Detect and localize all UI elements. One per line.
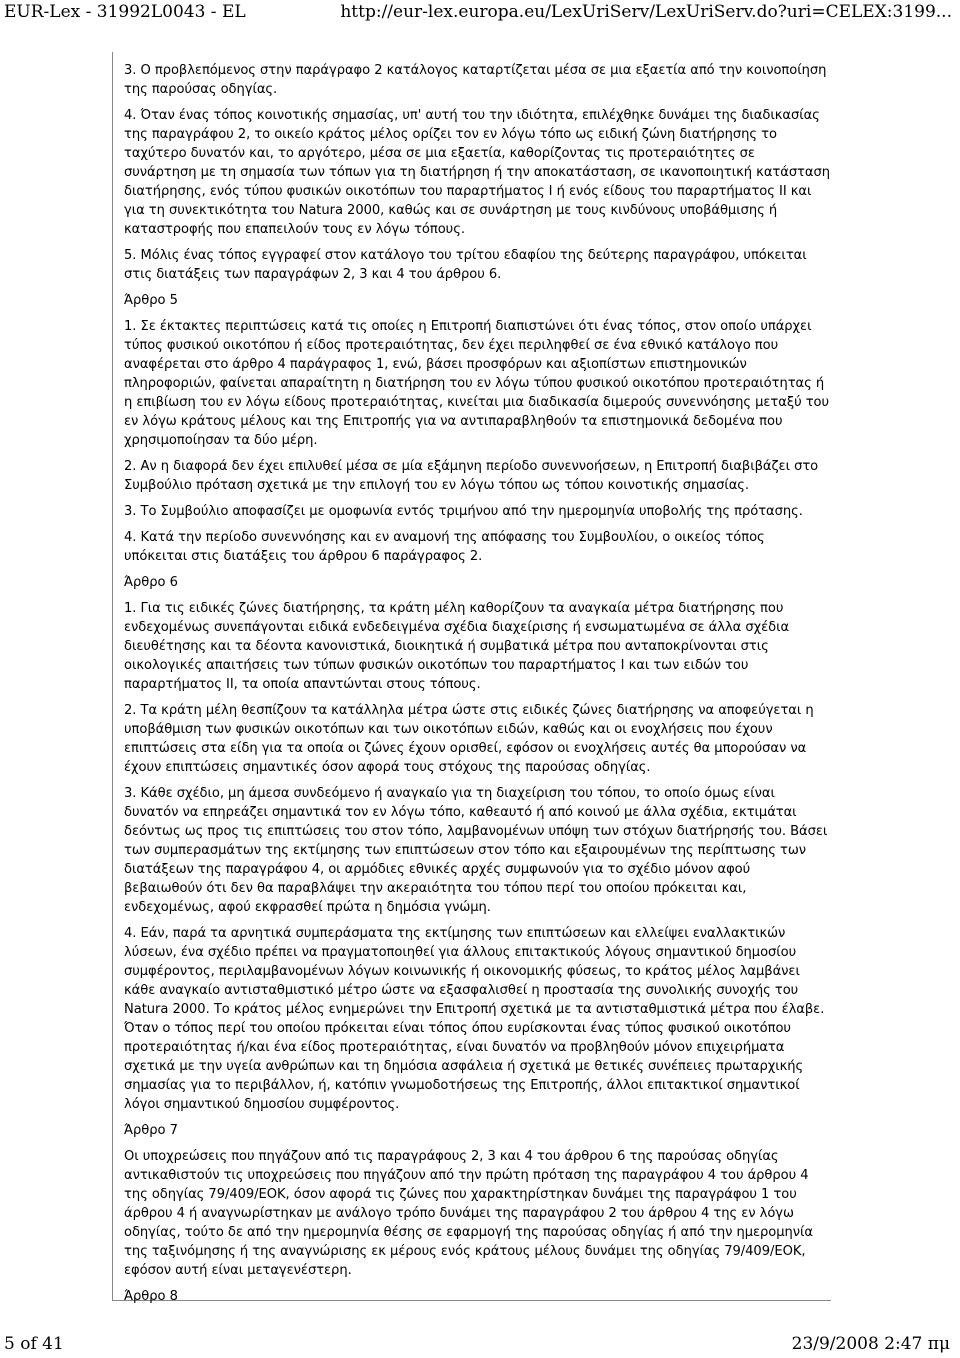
article-8-heading: Άρθρο 8 <box>124 1289 178 1304</box>
article-7-heading: Άρθρο 7 <box>124 1123 178 1138</box>
page-number: 5 of 41 <box>4 1334 64 1354</box>
paragraph-6-4-continued: Όταν ο τόπος περί του οποίου πρόκειται είναι τόπος όπου ευρίσκονται ένας τύπος φυσικού οικοτόπου προτεραιότητας ή/και ένα είδος προτεραιότητας, είναι δυνατόν να προβληθούν μόνον επιχειρήματα σχετικά με την υγεία ανθρώπων και τη δημόσια ασφάλεια ή σχετικά με θετικές συνέπειες πρωταρχικής σημασίας για το περιβάλλον, ή, κατόπιν γνωμοδοτήσεως της Επιτροπής, άλλοι επιτακτικοί σημαντικοί λόγοι σημαντικού δημοσίου συμφέροντος. <box>124 1021 804 1112</box>
paragraph-6-4: 4. Εάν, παρά τα αρνητικά συμπεράσματα της εκτίμησης των επιπτώσεων και ελλείψει εναλλακτικών λύσεων, ένα σχέδιο πρέπει να πραγματοποιηθεί για άλλους επιτακτικούς λόγους σημαντικού δημοσίου συμφέροντος, περιλαμβανομένων λόγων κοινωνικής ή οικονομικής φύσεως, το κράτος μέλος λαμβάνει κάθε αναγκαίο αντισταθμιστικό μέτρο ώστε να εξασφαλισθεί η προστασία της συνολικής συνοχής του Natura 2000. Το κράτος μέλος ενημερώνει την Επιτροπή σχετικά με τα αντισταθμιστικά μέτρα που έλαβε. <box>124 926 825 1017</box>
paragraph-6-1: 1. Για τις ειδικές ζώνες διατήρησης, τα κράτη μέλη καθορίζουν τα αναγκαία μέτρα διατήρησης που ενδεχομένως συνεπάγονται ειδικά ενδεδειγμένα σχέδια διαχείρισης ή ενσωματωμένα σε άλλα σχέδια διευθέτησης και τα δέοντα κανονιστικά, διοικητικά ή συμβατικά μέτρα που ανταποκρίνονται στις οικολογικές απαιτήσεις των τύπων φυσικών οικοτόπων του παραρτήματος I και των ειδών του παραρτήματος II, τα οποία απαντώνται στους τόπους. <box>124 601 790 692</box>
paragraph-6-2: 2. Τα κράτη μέλη θεσπίζουν τα κατάλληλα μέτρα ώστε στις ειδικές ζώνες διατήρησης να αποφεύγεται η υποβάθμιση των φυσικών οικοτόπων και των οικοτόπων ειδών, καθώς και οι ενοχλήσεις που έχουν επιπτώσεις στα είδη για τα οποία οι ζώνες έχουν ορισθεί, εφόσον οι ενοχλήσεις αυτές θα μπορούσαν να έχουν επιπτώσεις σημαντικές όσον αφορά τους στόχους της παρούσας οδηγίας. <box>124 703 814 775</box>
article-6-heading: Άρθρο 6 <box>124 575 178 590</box>
paragraph-6-3: 3. Κάθε σχέδιο, μη άμεσα συνδεόμενο ή αναγκαίο για τη διαχείριση του τόπου, το οποίο όμως είναι δυνατόν να επηρεάζει σημαντικά τον εν λόγω τόπο, καθεαυτό ή από κοινού με άλλα σχέδια, εκτιμάται δεόντως ως προς τις επιπτώσεις του στον τόπο, λαμβανομένων υπόψη των στόχων διατήρησής του. Βάσει των συμπερασμάτων της εκτίμησης των επιπτώσεων στον τόπο και εξαιρουμένων της περίπτωσης των διατάξεων της παραγράφου 4, οι αρμόδιες εθνικές αρχές συμφωνούν για το σχέδιο μόνον αφού βεβαιωθούν ότι δεν θα παραβλάψει την ακεραιότητα του τόπου περί του οποίου πρόκειται και, ενδεχομένως, αφού εκφρασθεί πρώτα η δημόσια γνώμη. <box>124 786 828 915</box>
page-url: http://eur-lex.europa.eu/LexUriServ/LexUriServ.do?uri=CELEX:3199... <box>340 2 952 22</box>
paragraph-7: Οι υποχρεώσεις που πηγάζουν από τις παραγράφους 2, 3 και 4 του άρθρου 6 της παρούσας οδηγίας αντικαθιστούν τις υποχρεώσεις που πηγάζουν από την πρώτη πρόταση της παραγράφου 4 του άρθρου 4 της οδηγίας 79/409/ΕΟΚ, όσον αφορά τις ζώνες που χαρακτηρίστηκαν δυνάμει της παραγράφου 1 του άρθρου 4 ή αναγνωρίστηκαν με ανάλογο τρόπο δυνάμει της παραγράφου 2 του άρθρου 4 της εν λόγω οδηγίας, τούτο δε από την ημερομηνία θέσης σε εφαρμογή της παρούσας οδηγίας ή από την ημερομηνία της ταξινόμησης ή της αναγνώρισης εκ μέρους ενός κράτους μέλους δυνάμει της οδηγίας 79/409/ΕΟΚ, εφόσον αυτή είναι μεταγενέστερη. <box>124 1149 813 1278</box>
paragraph-5-2: 2. Αν η διαφορά δεν έχει επιλυθεί μέσα σε μία εξάμηνη περίοδο συνεννοήσεων, η Επιτροπή διαβιβάζει στο Συμβούλιο πρόταση σχετικά με την επιλογή του εν λόγω τόπου ως τόπου κοινοτικής σημασίας. <box>124 459 819 493</box>
page-title: EUR-Lex - 31992L0043 - EL <box>4 2 246 22</box>
paragraph-5-1: 1. Σε έκτακτες περιπτώσεις κατά τις οποίες η Επιτροπή διαπιστώνει ότι ένας τόπος, στον οποίο υπάρχει τύπος φυσικού οικοτόπου ή είδος προτεραιότητας, δεν έχει περιληφθεί σε ένα εθνικό κατάλογο που αναφέρεται στο άρθρο 4 παράγραφος 1, ενώ, βάσει προσφόρων και αξιοπίστων επιστημονικών πληροφοριών, φαίνεται απαραίτητη η διατήρηση του εν λόγω τύπου φυσικού οικοτόπου προτεραιότητας ή η επιβίωση του εν λόγω είδους προτεραιότητας, κινείται μια διαδικασία διμερούς συνεννόησης μεταξύ του εν λόγω κράτους μέλους και της Επιτροπής για να αντιπαραβληθούν τα επιστημονικά δεδομένα που χρησιμοποίησαν τα δύο μέρη. <box>124 319 830 448</box>
print-footer <box>0 1334 960 1358</box>
article-5-heading: Άρθρο 5 <box>124 293 178 308</box>
paragraph-5-3: 3. Το Συμβούλιο αποφασίζει με ομοφωνία εντός τριμήνου από την ημερομηνία υποβολής της πρότασης. <box>124 504 803 519</box>
print-header <box>0 0 960 24</box>
paragraph-4-4: 4. Όταν ένας τόπος κοινοτικής σημασίας, υπ' αυτή του την ιδιότητα, επιλέχθηκε δυνάμει της διαδικασίας της παραγράφου 2, το οικείο κράτος μέλος ορίζει τον εν λόγω τόπο ως ειδική ζώνη διατήρησης το ταχύτερο δυνατόν και, το αργότερο, μέσα σε μια εξαετία, καθορίζοντας τις προτεραιότητες σε συνάρτηση με τη σημασία των τόπων για τη διατήρηση ή την αποκατάσταση, σε ικανοποιητική κατάσταση διατήρησης, ενός τύπου φυσικών οικοτόπων του παραρτήματος I ή ενός είδους του παραρτήματος II και για τη συνεκτικότητα του Natura 2000, καθώς και σε συνάρτηση με τους κινδύνους υποβάθμισης ή καταστροφής που επαπειλούν τους εν λόγω τόπους. <box>124 108 830 237</box>
paragraph-4-3: 3. Ο προβλεπόμενος στην παράγραφο 2 κατάλογος καταρτίζεται μέσα σε μια εξαετία από την κοινοποίηση της παρούσας οδηγίας. <box>124 63 827 97</box>
paragraph-4-5: 5. Μόλις ένας τόπος εγγραφεί στον κατάλογο του τρίτου εδαφίου της δεύτερης παραγράφου, υπόκειται στις διατάξεις των παραγράφων 2, 3 και 4 του άρθρου 6. <box>124 248 807 282</box>
document-body <box>124 61 830 1313</box>
print-timestamp: 23/9/2008 2:47 πμ <box>791 1334 950 1354</box>
paragraph-5-4: 4. Κατά την περίοδο συνεννόησης και εν αναμονή της απόφασης του Συμβουλίου, ο οικείος τόπος υπόκειται στις διατάξεις του άρθρου 6 παράγραφος 2. <box>124 530 765 564</box>
